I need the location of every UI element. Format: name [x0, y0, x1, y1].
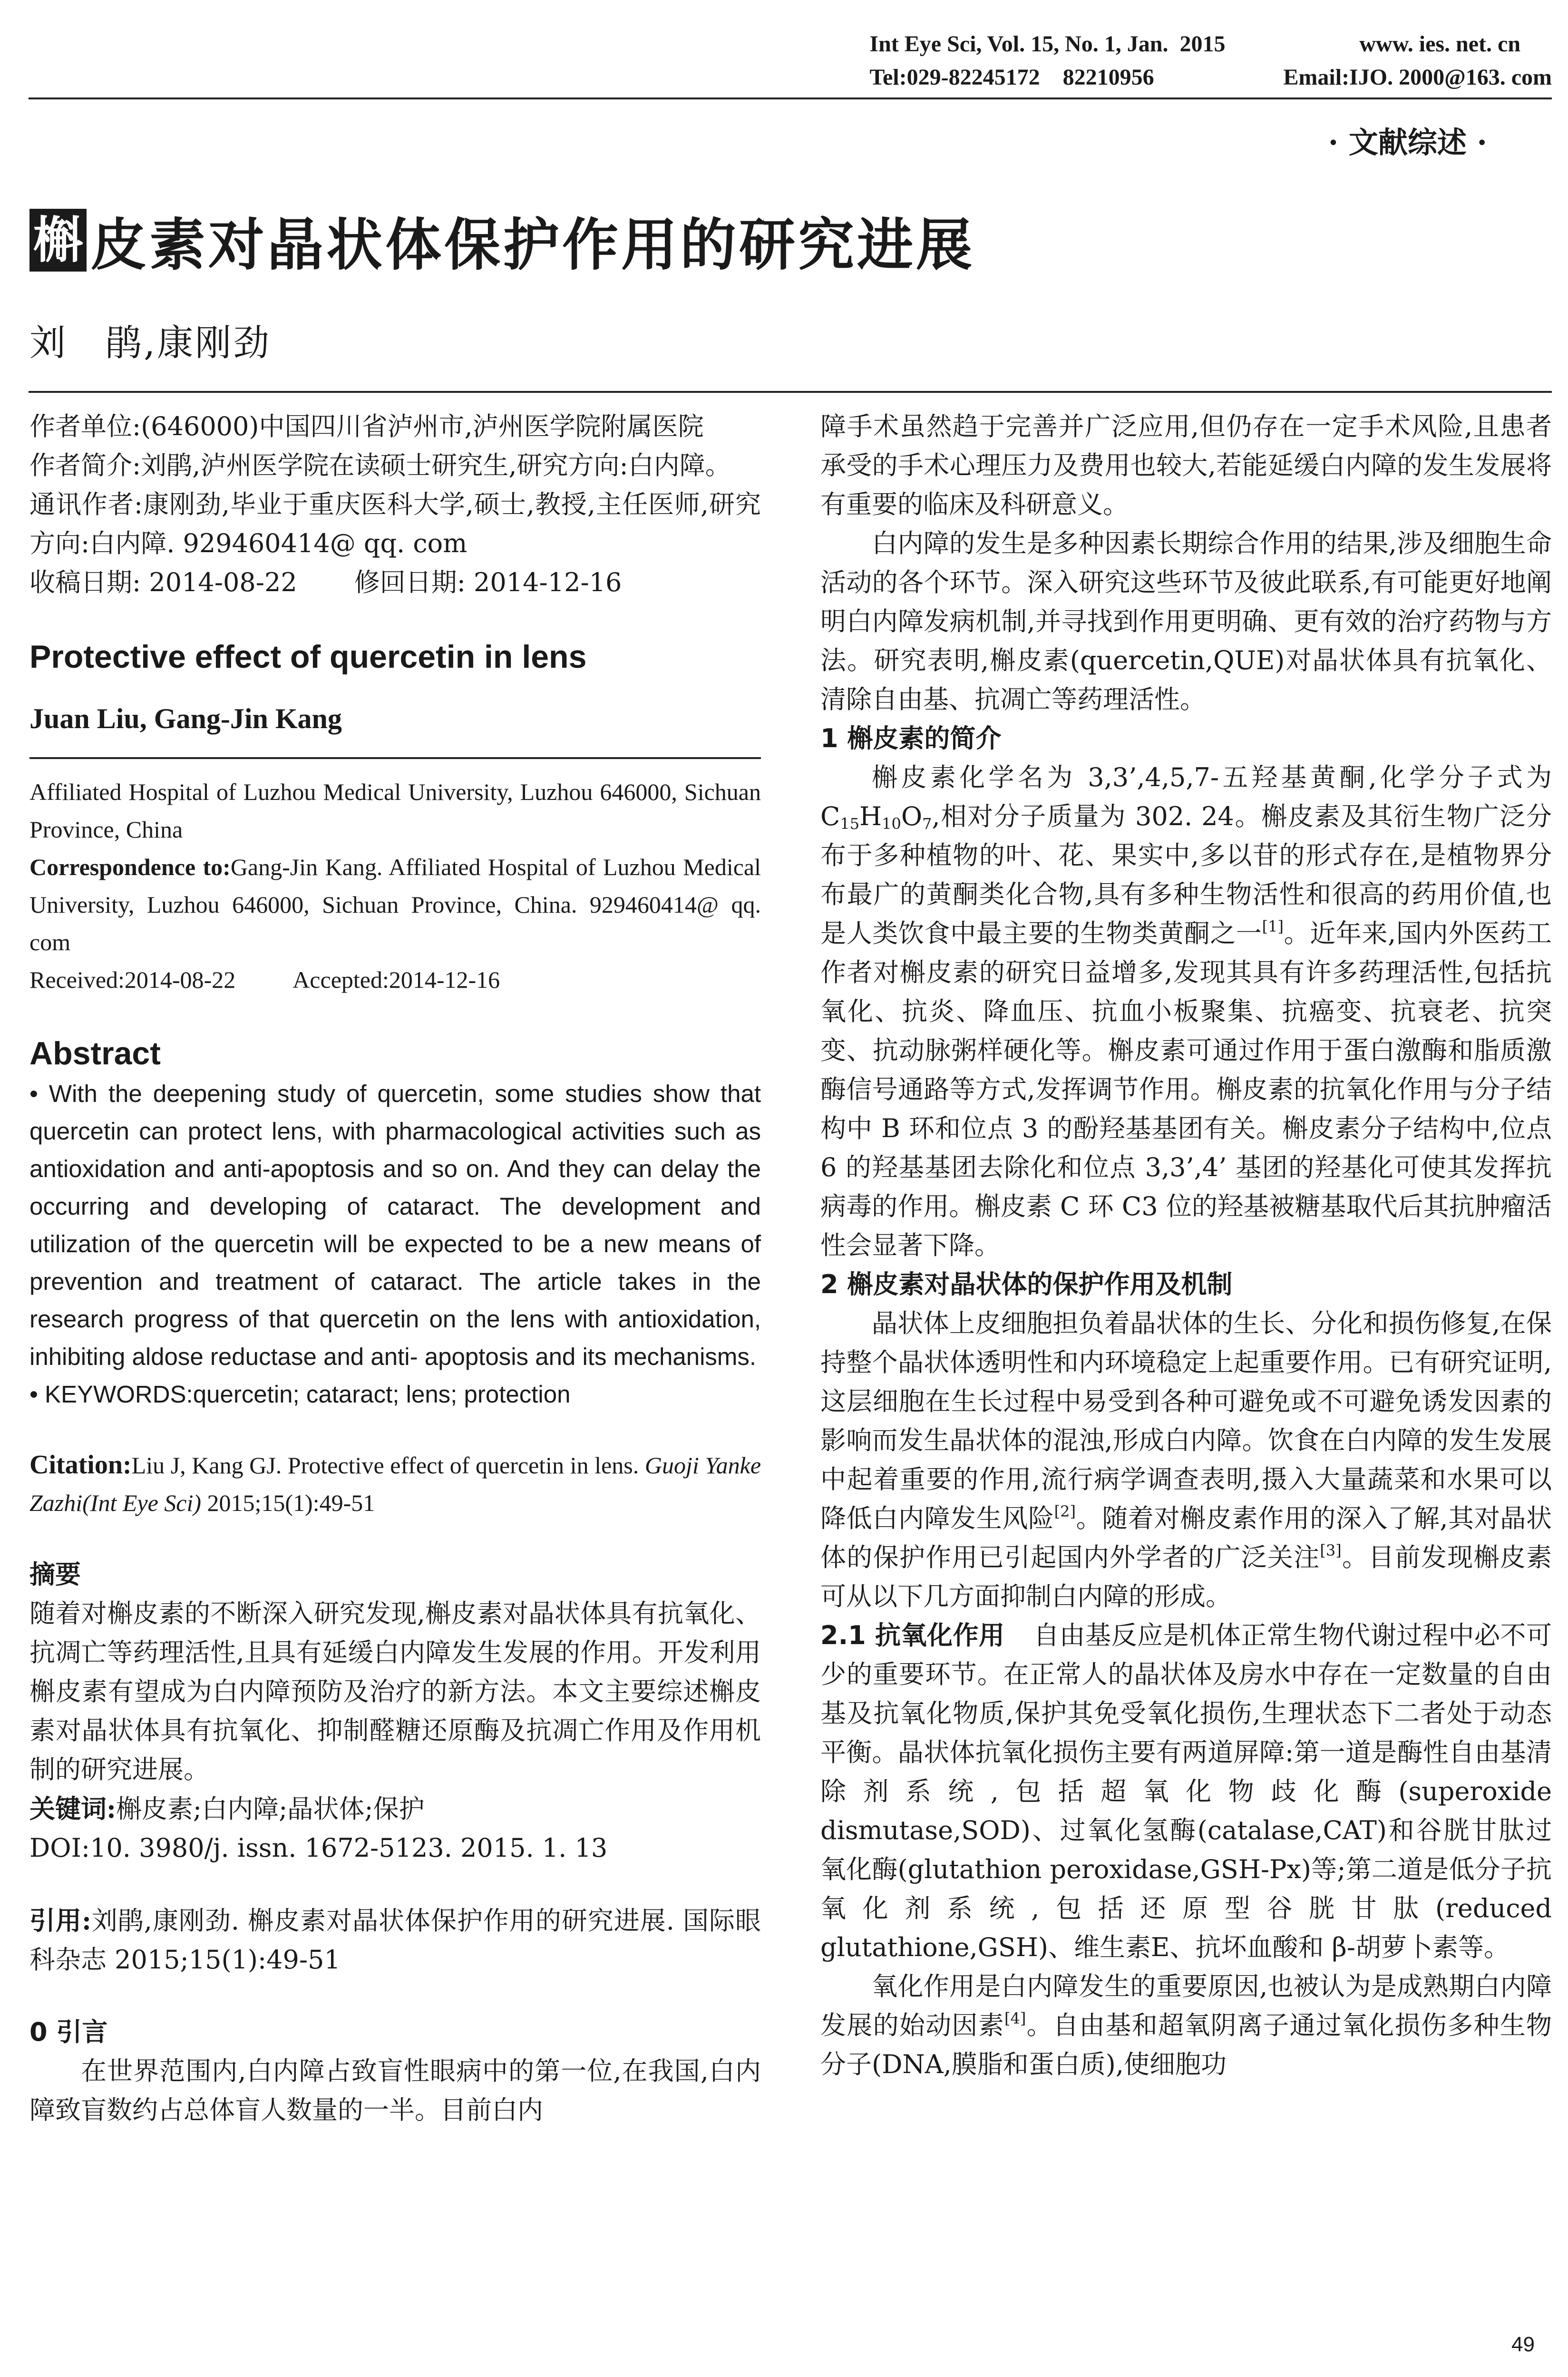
zh-abstract-text: 随着对槲皮素的不断深入研究发现,槲皮素对晶状体具有抗氧化、抗凋亡等药理活性,且具有延缓白内障发生发展的作用。开发利用槲皮素有望成为白内障预防及治疗的新方法。本文主要综述槲皮素对晶状体具有抗氧化、抑制醛糖还原酶及抗凋亡作用及作用机制的研究进展。 [29, 1598, 761, 1784]
revised-date-cn: 修回日期: 2014-12-16 [354, 567, 622, 597]
paragraph-5: 2.1 抗氧化作用 自由基反应是机体正常生物代谢过程中必不可少的重要环节。在正常人的晶状体及房水中存在一定数量的自由基及抗氧化物质,保护其免受氧化损伤,生理状态下二者处于动态平衡。晶状体抗氧化损伤主要有两道屏障:第一道是酶性自由基清除剂系统,包括超氧化物歧化酶(superoxide dismutase,SOD)、过氧化氢酶(catalase,CAT)和谷胱甘肽过氧化酶(glutathion peroxidase,GSH-Px)等;第二道是低分子抗氧化剂系统,包括还原型谷胱甘肽(reduced glutathione,GSH)、维生素E、抗坏血酸和 β-胡萝卜素等。 [820, 1620, 1552, 1962]
journal-citation-line: Int Eye Sci, Vol. 15, No. 1, Jan. 2015 [869, 31, 1226, 57]
header-rule [29, 97, 1552, 99]
authors-cn: 刘 鹃,康刚劲 [29, 321, 272, 364]
english-affiliation: Affiliated Hospital of Luzhou Medical University, Luzhou 646000, Sichuan Province, China [29, 779, 761, 843]
section-1-heading: 1 槲皮素的简介 [820, 723, 1002, 753]
page-number: 49 [1511, 2333, 1535, 2356]
dates-cn [29, 563, 761, 602]
corresponding-author: 通讯作者:康刚劲,毕业于重庆医科大学,硕士,教授,主任医师,研究方向:白内障. 929460414@ qq. com [29, 489, 761, 558]
journal-phone: Tel:029-82245172 82210956 [869, 65, 1154, 90]
section-2-heading: 2 槲皮素对晶状体的保护作用及机制 [820, 1269, 1233, 1299]
english-authors: Juan Liu, Gang-Jin Kang [29, 703, 342, 734]
title-drop-char: 槲 [29, 209, 87, 272]
intro-heading: 0 引言 [29, 2017, 108, 2047]
received-date-cn: 收稿日期: 2014-08-22 [29, 567, 297, 597]
english-title: Protective effect of quercetin in lens [29, 639, 587, 675]
paragraph-3: 槲皮素化学名为 3,3’,4,5,7-五羟基黄酮,化学分子式为 $C_{15}H_{10}O_7$,相对分子质量为 302. 24。槲皮素及其衍生物广泛分布于多种植物的叶、花、果实中,多以苷的形式存在,是植物界分布最广的黄酮类化合物,具有多种生物活性和很高的药用价值,也是人类饮食中最主要的生物类黄酮之一[1]。近年来,国内外医药工作者对槲皮素的研究日益增多,发现其具有许多药理活性,包括抗氧化、抗炎、降血压、抗血小板聚集、抗癌变、抗衰老、抗突变、抗动脉粥样硬化等。槲皮素可通过作用于蛋白激酶和脂质激酶信号通路等方式,发挥调节作用。槲皮素的抗氧化作用与分子结构中 B 环和位点 3 的酚羟基基团有关。槲皮素分子结构中,位点 6 的羟基基团去除化和位点 3,3’,4’ 基团的羟基化可使其发挥抗病毒的作用。槲皮素 C 环 C3 位的羟基被糖基取代后其抗肿瘤活性会显著下降。 [820, 762, 1552, 1260]
journal-website: www. ies. net. cn [1359, 31, 1521, 57]
zh-keywords: 关键词:槲皮素;白内障;晶状体;保护 [29, 1793, 425, 1824]
doi: DOI:10. 3980/j. issn. 1672-5123. 2015. 1. 13 [29, 1833, 608, 1863]
english-correspondence: Correspondence to:Gang-Jin Kang. Affiliated Hospital of Luzhou Medical University, Luzhou 646000, Sichuan Province, China. 929460414@ qq. com [29, 854, 761, 955]
author-unit: 作者单位:(646000)中国四川省泸州市,泸州医学院附属医院 [29, 411, 704, 441]
abstract-text: • With the deepening study of quercetin, some studies show that quercetin can protect lens, with pharmacological activities such as antioxidation and anti-apoptosis and so on. And they can delay the occurring and developing of cataract. The development and utilization of the quercetin will be expected to be a new means of prevention and treatment of cataract. The article takes in the research progress of that quercetin on the lens with antioxidation, inhibiting aldose reductase and anti- apoptosis and its mechanisms. [29, 1080, 761, 1370]
paragraph-6: 氧化作用是白内障发生的重要原因,也被认为是成熟期白内障发展的始动因素[4]。自由基和超氧阴离子通过氧化损伤多种生物分子(DNA,膜脂和蛋白质),使细胞功 [820, 1971, 1552, 2079]
intro-paragraph: 在世界范围内,白内障占致盲性眼病中的第一位,在我国,白内障致盲数约占总体盲人数量的一半。目前白内 [29, 2056, 761, 2125]
running-header [869, 28, 1552, 94]
paragraph-4: 晶状体上皮细胞担负着晶状体的生长、分化和损伤修复,在保持整个晶状体透明性和内环境稳定上起重要作用。已有研究证明,这层细胞在生长过程中易受到各种可避免或不可避免诱发因素的影响而发生晶状体的混浊,形成白内障。饮食在白内障的发生发展中起着重要的作用,流行病学调查表明,摄入大量蔬菜和水果可以降低白内障发生风险[2]。随着对槲皮素作用的深入了解,其对晶状体的保护作用已引起国内外学者的广泛关注[3]。目前发现槲皮素可从以下几方面抑制白内障的形成。 [820, 1308, 1552, 1611]
abstract-heading: Abstract [29, 1035, 161, 1072]
citation-en: Citation:Liu J, Kang GJ. Protective effect of quercetin in lens. Guoji Yanke Zazhi(Int Eye Sci) 2015;15(1):49-51 [29, 1450, 761, 1516]
journal-email: Email:IJO. 2000@163. com [1283, 65, 1552, 90]
keywords-en: • KEYWORDS:quercetin; cataract; lens; protection [29, 1381, 571, 1408]
section-tag: · 文献综述 · [1328, 125, 1487, 160]
authors-rule [29, 391, 1552, 393]
left-column [29, 399, 761, 2130]
article-title [29, 200, 975, 281]
zh-citation: 引用:刘鹃,康刚劲. 槲皮素对晶状体保护作用的研究进展. 国际眼科杂志 2015;15(1):49-51 [29, 1905, 761, 1975]
zh-abstract-heading: 摘要 [29, 1559, 81, 1589]
right-column [820, 399, 1552, 2084]
section-2-1-heading: 2.1 抗氧化作用 [820, 1620, 1005, 1650]
english-dates: Received:2014-08-22 Accepted:2014-12-16 [29, 966, 500, 993]
author-bio: 作者简介:刘鹃,泸州医学院在读硕士研究生,研究方向:白内障。 [29, 450, 731, 480]
paragraph-1: 障手术虽然趋于完善并广泛应用,但仍存在一定手术风险,且患者承受的手术心理压力及费用也较大,若能延缓白内障的发生发展将有重要的临床及科研意义。 [820, 411, 1552, 519]
title-text: 皮素对晶状体保护作用的研究进展 [90, 212, 975, 278]
paragraph-2: 白内障的发生是多种因素长期综合作用的结果,涉及细胞生命活动的各个环节。深入研究这些环节及彼此联系,有可能更好地阐明白内障发病机制,并寻找到作用更明确、更有效的治疗药物与方法。研究表明,槲皮素(quercetin,QUE)对晶状体具有抗氧化、清除自由基、抗凋亡等药理活性。 [820, 528, 1552, 714]
